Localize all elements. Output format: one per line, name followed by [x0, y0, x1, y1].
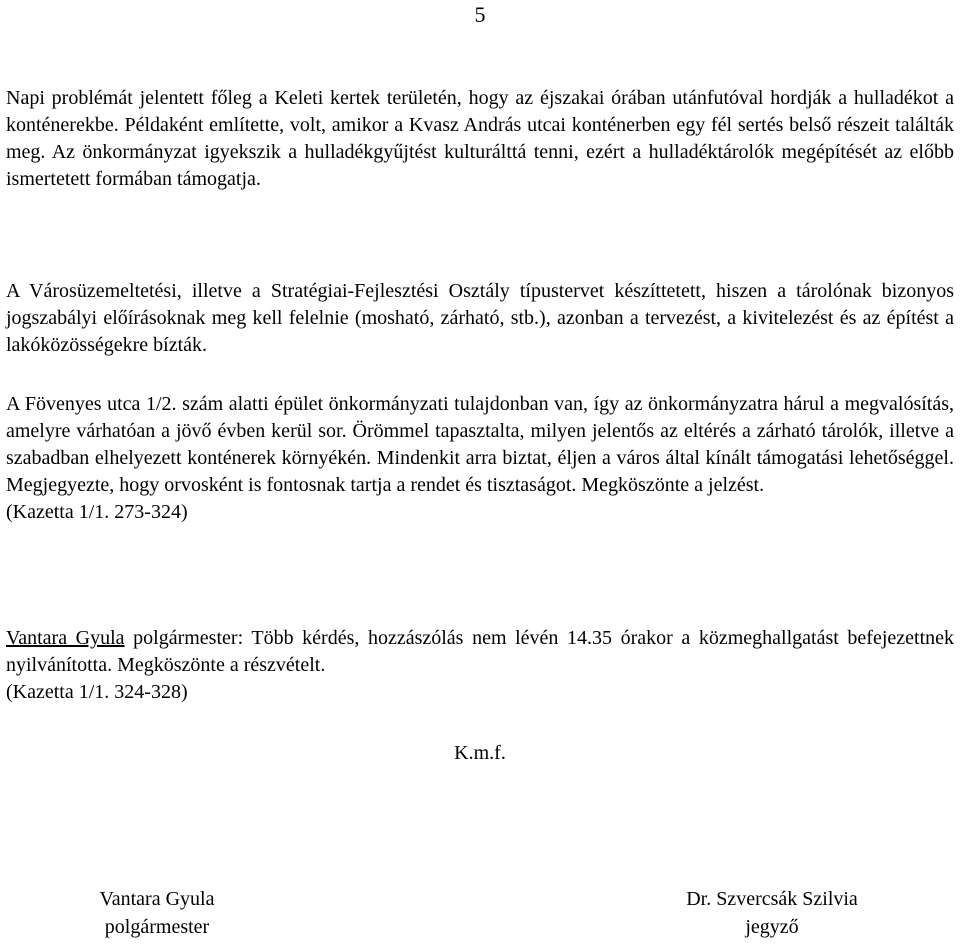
speaker-name: Vantara Gyula	[6, 627, 125, 649]
paragraph-design-plan	[6, 278, 954, 359]
paragraph-text: Napi problémát jelentett főleg a Keleti kertek területén, hogy az éjszakai órában utánfutóval hordják a hulladékot a konténerekbe. Példaként említette, volt, amikor a Kvasz András utcai konténerben egy fél sertés belső részeit találták meg. Az önkormányzat igyekszik a hulladékgyűjtést kulturálttá tenni, ezért a hulladéktárolók megépítését az előbb ismertetett formában támogatja.	[6, 87, 954, 190]
paragraph-fovenyes-street	[6, 391, 954, 526]
paragraph-mayor-closing	[6, 625, 954, 706]
signature-block-mayor	[72, 885, 242, 941]
signatory-name: Vantara Gyula	[99, 888, 215, 910]
paragraph-waste-problem	[6, 85, 954, 193]
signatory-name: Dr. Szvercsák Szilvia	[686, 888, 858, 910]
tape-reference: (Kazetta 1/1. 324-328)	[6, 681, 188, 703]
signatory-title: jegyző	[745, 916, 799, 938]
signature-block-notary	[656, 885, 888, 941]
paragraph-text: A Fövenyes utca 1/2. szám alatti épület önkormányzati tulajdonban van, így az önkormányzatra hárul a megvalósítás, amelyre várhatóan a jövő évben kerül sor. Örömmel tapasztalta, milyen jelentős az eltérés a zárható tárolók, illetve a szabadban elhelyezett konténerek környékén. Mindenkit arra biztat, éljen a város által kínált támogatási lehetőséggel. Megjegyezte, hogy orvosként is fontosnak tartja a rendet és tisztaságot. Megköszönte a jelzést.	[6, 393, 954, 496]
signatory-title: polgármester	[104, 916, 210, 938]
paragraph-text: polgármester: Több kérdés, hozzászólás nem lévén 14.35 órakor a közmeghallgatást befejezettnek nyilvánította. Megköszönte a részvételt.	[6, 627, 955, 676]
page-number: 5	[474, 2, 486, 27]
kmf-closing: K.m.f.	[454, 742, 506, 764]
tape-reference: (Kazetta 1/1. 273-324)	[6, 501, 188, 523]
paragraph-text: A Városüzemeltetési, illetve a Stratégiai-Fejlesztési Osztály típustervet készíttetett, hiszen a tárolónak bizonyos jogszabályi előírásoknak meg kell felelnie (mosható, zárható, stb.), azonban a tervezést, a kivitelezést és az építést a lakóközösségekre bízták.	[6, 280, 954, 356]
